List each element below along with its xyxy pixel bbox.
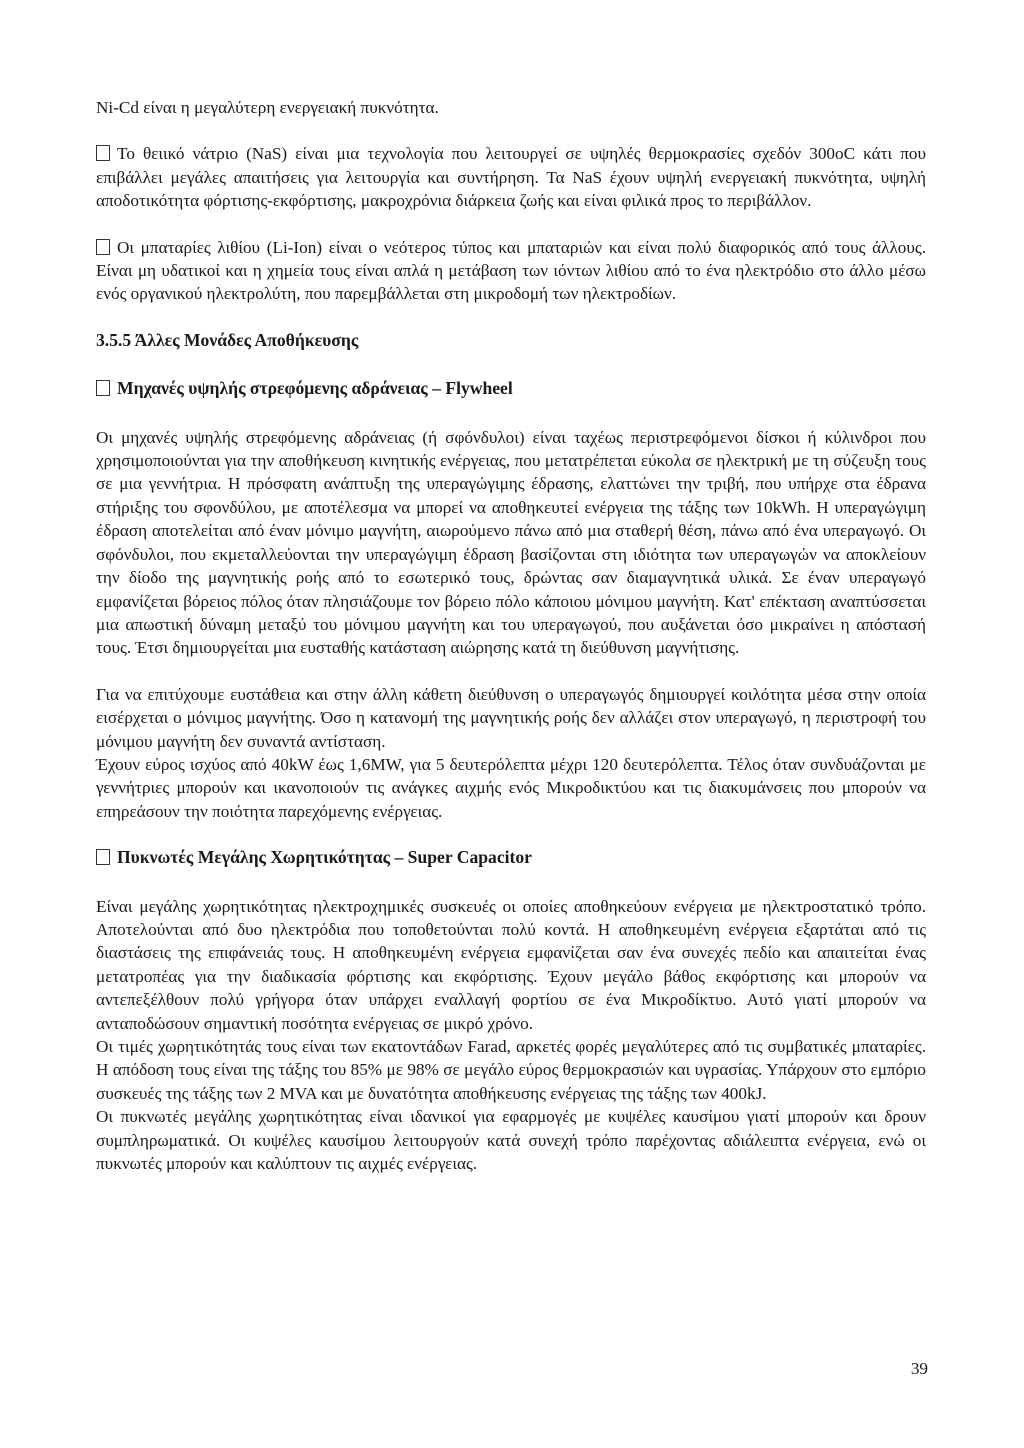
supercap-heading-text: Πυκνωτές Μεγάλης Χωρητικότητας – Super Capacitor bbox=[117, 847, 532, 868]
missing-glyph-box-icon bbox=[96, 380, 110, 396]
paragraph-nas-text: Το θειικό νάτριο (NaS) είναι μια τεχνολογία που λειτουργεί σε υψηλές θερμοκρασίες σχεδόν 300oC κάτι που επιβάλλει μεγάλες απαιτήσεις για λειτουργία και συντήρηση. Τα NaS έχουν υψηλή ενεργειακή πυκνότητα, υψηλή αποδοτικότητα φόρτισης-εκφόρτισης, μακροχρόνια διάρκεια ζωής και είναι φιλικά προς το περιβάλλον. bbox=[96, 144, 926, 211]
flywheel-paragraph-3: Έχουν εύρος ισχύος από 40kW έως 1,6MW, για 5 δευτερόλεπτα μέχρι 120 δευτερόλεπτα. Τέλος όταν συνδυάζονται με γεννήτριες μπορούν και ικανοποιούν τις ανάγκες αιχμής ενός Μικροδικτύου και τις διακυμάνσεις που μπορούν να επηρεάσουν την ποιότητα παρεχόμενης ενέργειας. bbox=[96, 754, 926, 821]
missing-glyph-box-icon bbox=[96, 145, 110, 161]
section-heading: 3.5.5 Άλλες Μονάδες Αποθήκευσης bbox=[96, 329, 359, 350]
paragraph-li-ion bbox=[96, 236, 926, 306]
supercap-paragraph-2: Οι τιμές χωρητικότητάς τους είναι των εκατοντάδων Farad, αρκετές φορές μεγαλύτερες από τις συμβατικές μπαταρίες. Η απόδοση τους είναι της τάξης του 85% με 98% σε μεγάλο εύρος θερμοκρασιών και υγρασίας. Υπάρχουν στο εμπόριο συσκευές της τάξης των 2 MVA και με δυνατότητα αποθήκευσης ενέργειας της τάξης των 400kJ. bbox=[96, 1037, 926, 1103]
missing-glyph-box-icon bbox=[96, 239, 110, 255]
flywheel-heading bbox=[96, 377, 926, 400]
page-number: 39 bbox=[910, 1359, 928, 1378]
supercap-paragraph-1: Είναι μεγάλης χωρητικότητας ηλεκτροχημικές συσκευές οι οποίες αποθηκεύουν ενέργεια με ηλεκτροστατικό τρόπο. Αποτελούνται από δυο ηλεκτρόδια που τοποθετούνται πολύ κοντά. Η αποθηκευμένη ενέργεια εξαρτάται από τις διαστάσεις της επιφάνειάς τους. Η αποθηκευμένη ενέργεια εμφανίζεται σαν ένα συνεχές πεδίο και απαιτείται ένας μετατροπέας για την διαδικασία φόρτισης και εκφόρτισης. Έχουν μεγάλο βάθος εκφόρτισης και μπορούν να αντεπεξέλθουν πολύ γρήγορα όταν υπάρχει εναλλαγή φορτίου σε ένα Μικροδίκτυο. Αυτό γιατί μπορούν να ανταποδώσουν σημαντική ποσότητα ενέργειας σε μικρό χρόνο. bbox=[96, 896, 926, 1033]
paragraph-nas bbox=[96, 142, 926, 212]
supercap-paragraph-3: Οι πυκνωτές μεγάλης χωρητικότητας είναι ιδανικοί για εφαρμογές με κυψέλες καυσίμου γιατί μπορούν και δρουν συμπληρωματικά. Οι κυψέλες καυσίμου λειτουργούν κατά συνεχή τρόπο παρέχοντας αδιάλειπτα ενέργεια, ενώ οι πυκνωτές μπορούν και καλύπτουν τις αιχμές ενέργειας. bbox=[96, 1107, 926, 1174]
paragraph-li-ion-text: Οι μπαταρίες λιθίου (Li-Ion) είναι ο νεότερος τύπος και μπαταριών και είναι πολύ διαφορικός από τους άλλους. Είναι μη υδατικοί και η χημεία τους είναι απλά η μετάβαση των ιόντων λιθίου από το ένα ηλεκτρόδιο στο άλλο μέσω ενός οργανικού ηλεκτρολύτη, που παρεμβάλλεται στη μικροδομή των ηλεκτροδίων. bbox=[96, 237, 926, 304]
document-page bbox=[96, 96, 926, 1175]
missing-glyph-box-icon bbox=[96, 849, 110, 865]
flywheel-paragraph-1: Οι μηχανές υψηλής στρεφόμενης αδράνειας (ή σφόνδυλοι) είναι ταχέως περιστρεφόμενοι δίσκοι ή κύλινδροι που χρησιμοποιούνται για την αποθήκευση κινητικής ενέργειας, που μετατρέπεται εύκολα σε ηλεκτρική με τη σύζευξη τους σε μια γεννήτρια. Η πρόσφατη ανάπτυξη της υπεραγώγιμης έδρασης, ελαττώνει την τριβή, που υπήρχε στα έδρανα στήριξης του σφονδύλου, με αποτέλεσμα να μπορεί να αποθηκευτεί ενέργεια της τάξης των 10kWh. Η υπεραγώγιμη έδραση αποτελείται από έναν μόνιμο μαγνήτη, αιωρούμενο πάνω από μια σταθερή θέση, πάνω από ένα υπεραγωγό. Οι σφόνδυλοι, που εκμεταλλεύονται την υπεραγώγιμη έδραση βασίζονται στη ιδιότητα των υπεραγωγών να αποκλείουν την δίοδο της μαγνητικής ροής από το εσωτερικό τους, δρώντας σαν διαμαγνητικά υλικά. Σε έναν υπεραγωγό εμφανίζεται βόρειος πόλος όταν πλησιάζουμε τον βόρειο πόλο κάποιου μόνιμου μαγνήτη. Κατ' επέκταση αναπτύσσεται μια απωστική δύναμη μεταξύ του μόνιμου μαγνήτη και του υπεραγωγού, που αυξάνεται όσο μικραίνει η απόστασή τους. Έτσι δημιουργείται μια ευσταθής κατάσταση αιώρησης κατά τη διεύθυνση μαγνήτισης. bbox=[96, 427, 926, 658]
flywheel-heading-text: Μηχανές υψηλής στρεφόμενης αδράνειας – Flywheel bbox=[117, 378, 513, 399]
flywheel-paragraph-2: Για να επιτύχουμε ευστάθεια και στην άλλη κάθετη διεύθυνση ο υπεραγωγός δημιουργεί κοιλότητα μέσα στην οποία εισέρχεται ο μόνιμος μαγνήτης. Όσο η κατανομή της μαγνητικής ροής δεν αλλάζει στον υπεραγωγό, η περιστροφή του μόνιμου μαγνήτη δεν συναντά αντίσταση. bbox=[96, 684, 926, 751]
paragraph-nicd: Ni-Cd είναι η μεγαλύτερη ενεργειακή πυκνότητα. bbox=[96, 98, 439, 117]
supercap-heading bbox=[96, 846, 926, 869]
